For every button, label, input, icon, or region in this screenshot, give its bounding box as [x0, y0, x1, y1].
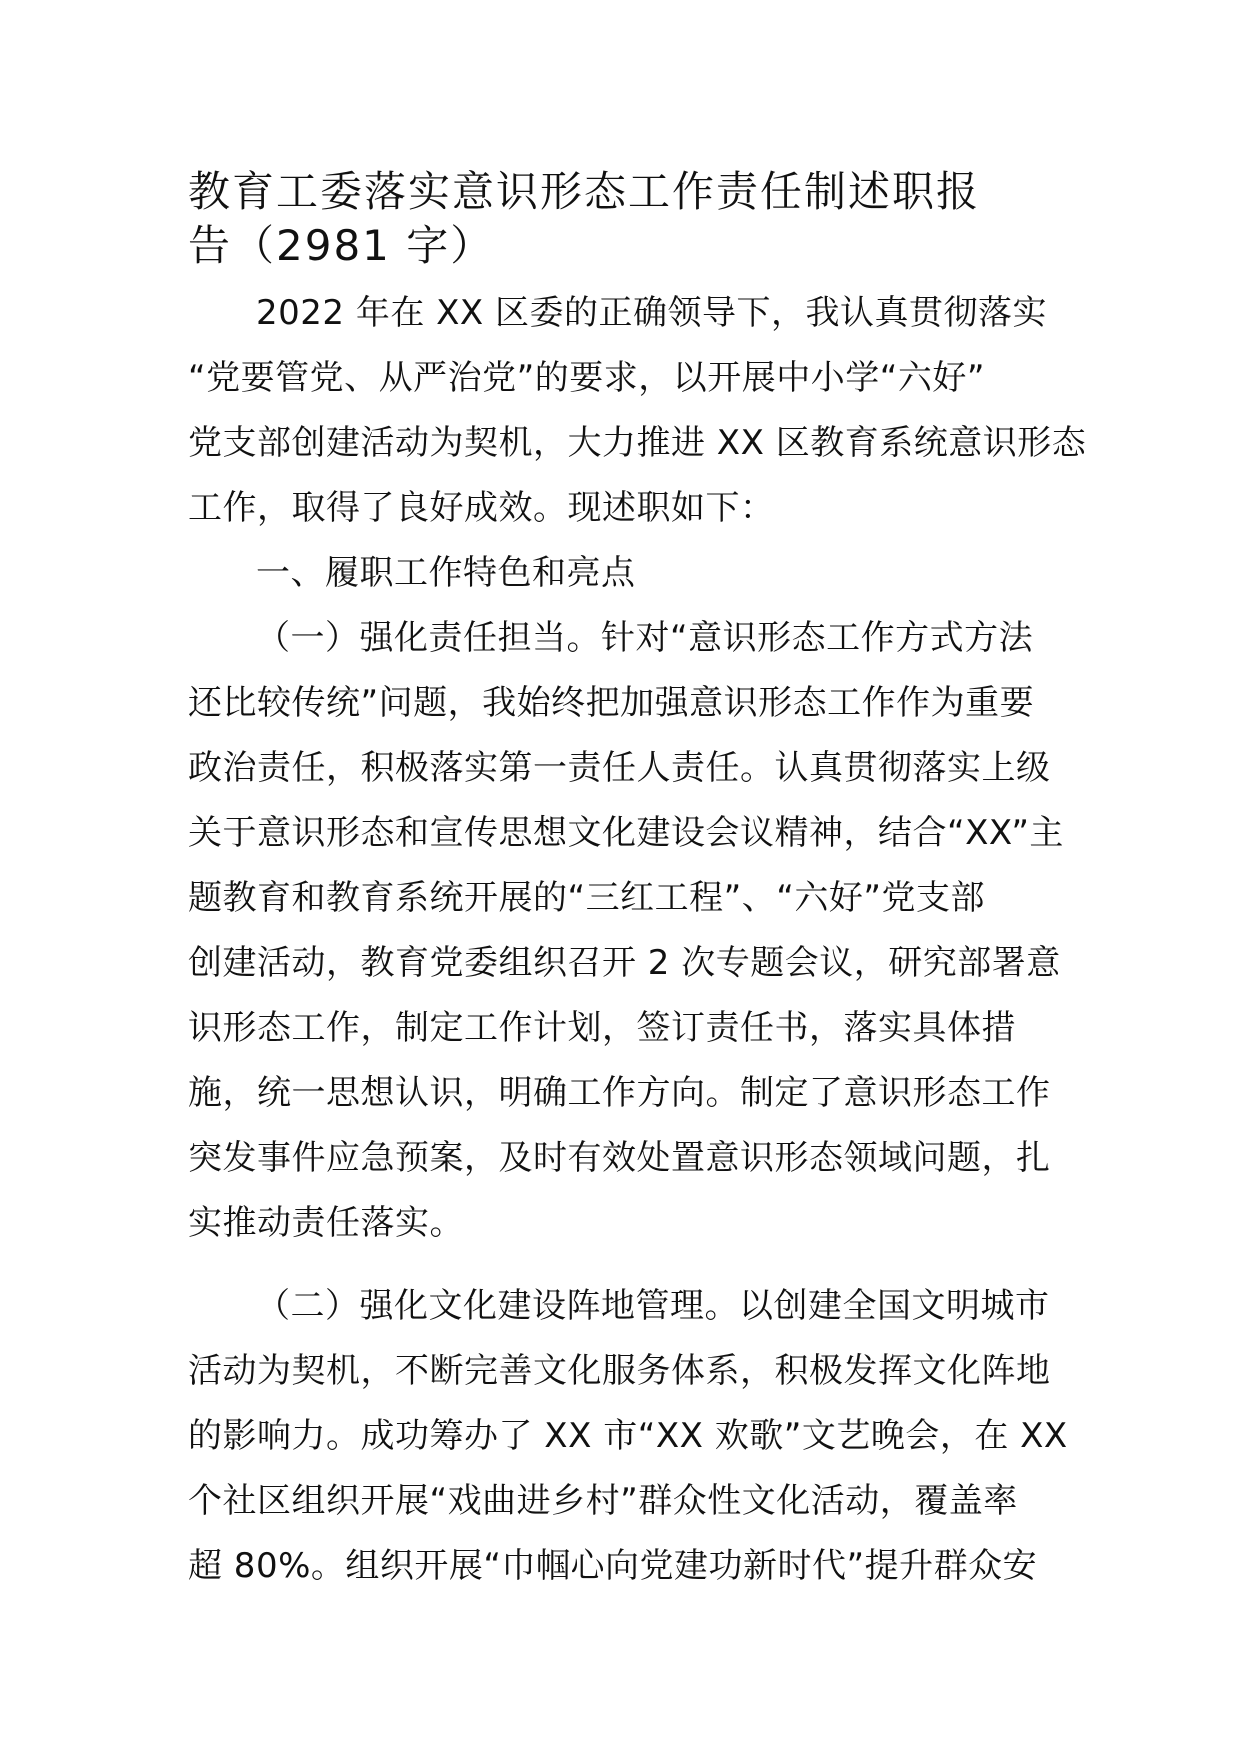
paragraph-line: 2022 年在 XX 区委的正确领导下，我认真贯彻落实	[256, 293, 1048, 333]
paragraph-line: 题教育和教育系统开展的“三红工程”、“六好”党支部	[188, 878, 985, 918]
paragraph-line: 的影响力。成功筹办了 XX 市“XX 欢歌”文艺晚会，在 XX	[188, 1416, 1068, 1456]
paragraph-line: 还比较传统”问题，我始终把加强意识形态工作作为重要	[188, 683, 1035, 723]
document-body	[188, 165, 1087, 1599]
paragraph-line: （一）强化责任担当。针对“意识形态工作方式方法	[256, 618, 1034, 658]
paragraph-line: 工作，取得了良好成效。现述职如下：	[188, 488, 775, 528]
paragraph-line: 活动为契机，不断完善文化服务体系，积极发挥文化阵地	[188, 1351, 1051, 1391]
document-title	[188, 165, 1058, 273]
paragraph-line: “党要管党、从严治党”的要求，以开展中小学“六好”	[188, 358, 985, 398]
paragraph-line: 党支部创建活动为契机，大力推进 XX 区教育系统意识形态	[188, 423, 1087, 463]
paragraph-line: （二）强化文化建设阵地管理。以创建全国文明城市	[256, 1286, 1050, 1326]
title-line-2: 告（2981 字）	[188, 221, 495, 270]
paragraph-line: 创建活动，教育党委组织召开 2 次专题会议，研究部署意	[188, 943, 1061, 983]
paragraph-line: 实推动责任落实。	[188, 1203, 464, 1243]
paragraph-line: 超 80%。组织开展“巾帼心向党建功新时代”提升群众安	[188, 1546, 1038, 1586]
item-2-paragraph	[188, 1274, 1068, 1599]
paragraph-line: 个社区组织开展“戏曲进乡村”群众性文化活动，覆盖率	[188, 1481, 1018, 1521]
paragraph-line: 突发事件应急预案，及时有效处置意识形态领域问题，扎	[188, 1138, 1051, 1178]
paragraph-spacer	[188, 1256, 1058, 1274]
paragraph-line: 政治责任，积极落实第一责任人责任。认真贯彻落实上级	[188, 748, 1051, 788]
title-line-1: 教育工委落实意识形态工作责任制述职报	[188, 167, 981, 216]
section-heading: 一、履职工作特色和亮点	[256, 553, 636, 593]
paragraph-line: 识形态工作，制定工作计划，签订责任书，落实具体措	[188, 1008, 1016, 1048]
item-1-paragraph	[188, 606, 1064, 1256]
paragraph-line: 关于意识形态和宣传思想文化建设会议精神，结合“XX”主	[188, 813, 1064, 853]
intro-paragraph	[188, 281, 1087, 541]
paragraph-line: 施，统一思想认识，明确工作方向。制定了意识形态工作	[188, 1073, 1051, 1113]
